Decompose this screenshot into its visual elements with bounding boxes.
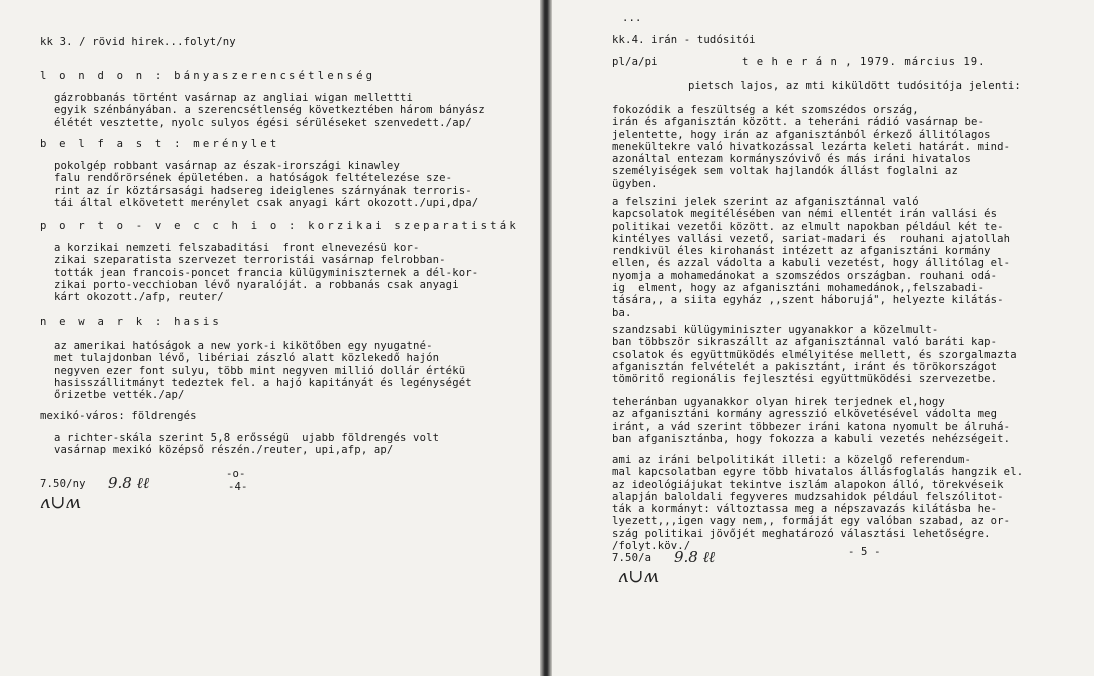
handwritten-scribble-left: ʌ∪ʍ bbox=[40, 492, 81, 513]
left-footer-code: 7.50/ny bbox=[40, 478, 86, 490]
left-page bbox=[0, 0, 540, 676]
left-page-number: -4- bbox=[228, 481, 248, 493]
dateline-porto-vecchio: p o r t o - v e c c h i o : korzikai szeparatisták bbox=[40, 220, 519, 232]
paragraph-1: fokozódik a feszültség a két szomszédos ország, irán és afganisztán között. a teheráni rádió vasárnap be- jelentette, hogy irán az afganisztánból érkező állitólagos menekültekre való hivatkozással lezárta keleti határát. mind- azonáltal entezam kormányszóvivő és más iráni hivatalos személyiségek sem voltak hajlandók állást foglalni az ügyben. bbox=[612, 104, 1011, 190]
article-belfast: pokolgép robbant vasárnap az észak-irországi kinawley falu rendőrörsének épületében. a hatóságok feltételezése sze- rint az ír köztársasági hadsereg ideiglenes szárnyának terroris- tái által elkövetett merénylet csak anyagi kárt okozott./upi,dpa/ bbox=[54, 160, 479, 209]
right-footer-code: 7.50/a bbox=[612, 552, 652, 564]
handwritten-scribble-right: ʌ∪ʍ bbox=[618, 566, 659, 587]
right-page-number: - 5 - bbox=[848, 546, 881, 558]
paragraph-4: teheránban ugyanakkor olyan hirek terjednek el,hogy az afganisztáni kormány agresszió elkövetésével vádolta meg iránt, a vád szerint többezer iráni katona nyomult be álruhá- ban afganisztánba, hogy fokozza a kabuli vezetés nehézségeit. bbox=[612, 396, 1011, 445]
left-page-header: kk 3. / rövid hirek...folyt/ny bbox=[40, 36, 236, 48]
dateline-mexico-city: mexikó-város: földrengés bbox=[40, 410, 197, 422]
paragraph-5: ami az iráni belpolitikát illeti: a közelgő referendum- mal kapcsolatban egyre több hivatalos állásfoglalás hangzik el. az ideológiájukat tekintve iszlám alapokon álló, törekvéseik alapján baloldali fegyveres mudzsahidok például felszólitot- ták a kormányt: változtassa meg a népszavazás kilátásba he- lyezett,,,igen vagy nem,, formáját egy valóban szabad, az or- szág politikai jövőjét meghatározó választási lehetőségre. /folyt.köv./ bbox=[612, 454, 1024, 553]
article-london: gázrobbanás történt vasárnap az angliai wigan mellettti egyik szénbányában. a szerencsétlenség következtében három bányász élétét vesztette, nyolc sulyos égési sérüléseket szenvedett./ap/ bbox=[54, 92, 485, 129]
paragraph-3: szandzsabi külügyminiszter ugyanakkor a közelmult- ban többször sikraszállt az afganisztánnal való baráti kap- csolatok és együttmüködés elmélyitése mellett, és szorgalmazta afganisztán felvételét a pakisztánt, iránt és törökországot tömöritő regionális fejlesztési együttmüködési szervezetbe. bbox=[612, 324, 1017, 386]
article-porto-vecchio: a korzikai nemzeti felszabaditási front elnevezésü kor- zikai szeparatista szervezet terroristái vasárnap felrobban- tották jean francois-poncet francia külügyminiszternek a dél-kor- zikai porto-vecchioban lévő nyaralóját. a robbanás csak anyagi kárt okozott./afp, reuter/ bbox=[54, 242, 479, 304]
right-dateline: t e h e r á n , 1979. március 19. bbox=[742, 56, 986, 68]
paragraph-2: a felszini jelek szerint az afganisztánnal való kapcsolatok megitélésében van némi ellentét irán vallási és politikai vezetői között. az elmult napokban például két te- kintélyes vallási vezető, sariat-madari és rouhani ajatollah rendkivül éles kirohanást intézett az afganisztáni kormány ellen, és azzal vádolta a kabuli vezetést, hogy állitólag el- nyomja a mohamedánokat a szomszédos országban. rouhani odá- ig elment, hogy az afganisztáni mohamedánok,,felszabadi- tására,, a siita egyház ,,szent háborujá", helyezte kilátás- ba. bbox=[612, 196, 1011, 319]
right-page bbox=[552, 0, 1094, 676]
separator-mark: -o- bbox=[226, 468, 246, 480]
dateline-newark: n e w a r k : hasis bbox=[40, 316, 222, 328]
handwritten-initials-left: 9.8 ℓℓ bbox=[108, 474, 150, 492]
article-newark: az amerikai hatóságok a new york-i kikötőben egy nyugatné- met tulajdonban lévő, libériai zászló alatt közlekedő hajón negyven ezer font sulyu, több mint negyven millió dollár értékü hasisszállitmányt tedeztek fel. a hajó kapitányát és legénységét őrizetbe vették./ap/ bbox=[54, 340, 472, 402]
dateline-london: l o n d o n : bányaszerencsétlenség bbox=[40, 70, 376, 82]
book-gutter bbox=[540, 0, 552, 676]
right-ref-code: pl/a/pi bbox=[612, 56, 658, 68]
right-byline: pietsch lajos, az mti kiküldött tudósitója jelenti: bbox=[688, 80, 1021, 92]
right-page-header: kk.4. irán - tudósitói bbox=[612, 34, 756, 46]
article-mexico-city: a richter-skála szerint 5,8 erősségü ujabb földrengés volt vasárnap mexikó középső részén./reuter, upi,afp, ap/ bbox=[54, 432, 440, 457]
dateline-belfast: b e l f a s t : merénylet bbox=[40, 138, 280, 150]
handwritten-initials-right: 9.8 ℓℓ bbox=[674, 548, 716, 566]
right-top-mark: ... bbox=[622, 12, 642, 24]
